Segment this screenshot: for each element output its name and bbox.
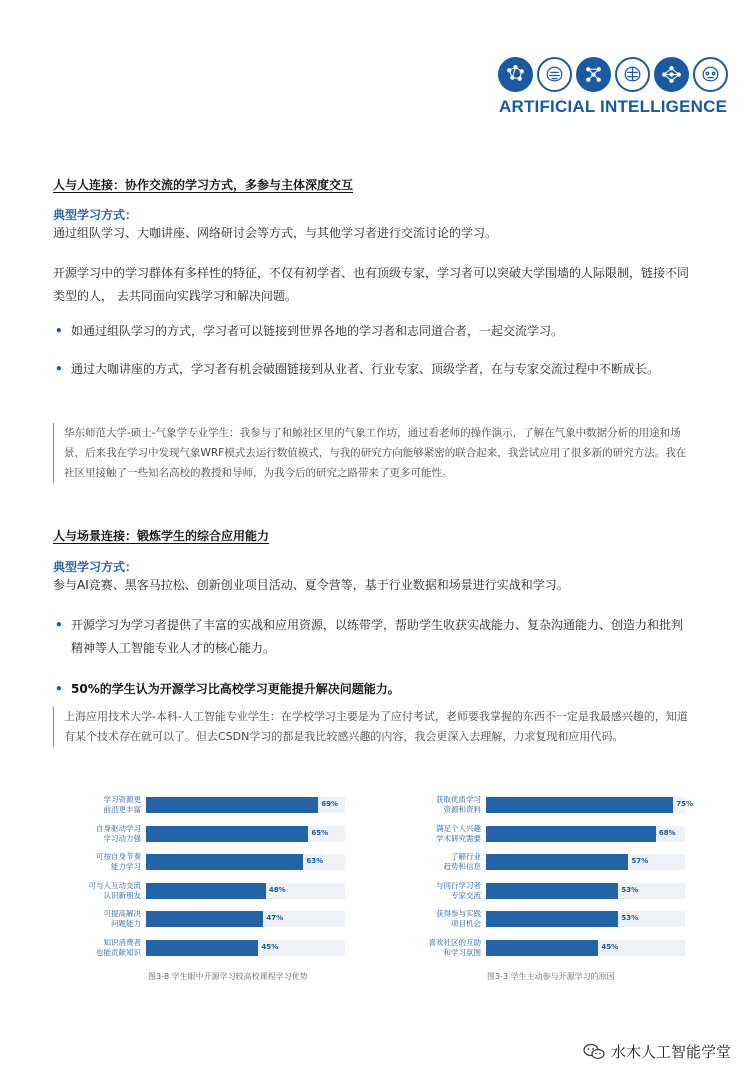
brain-network-icon: [498, 57, 533, 92]
bar-category-line: 项目机会: [451, 919, 481, 928]
bar: [486, 826, 656, 842]
bar-track: [486, 854, 685, 870]
bar-track: [146, 911, 345, 927]
bar-category-label: [45, 852, 141, 872]
bar-value-label: 68%: [658, 828, 676, 837]
brain-outline-icon: [615, 57, 650, 92]
bar-category-line: 可与人互动交流: [88, 880, 141, 890]
brain-network-icon: [654, 57, 689, 92]
bar-track: [146, 883, 345, 899]
bar-category-line: 学习动力强: [103, 833, 141, 843]
bar-category-line: 前沿更丰富: [103, 805, 141, 814]
bullet-text: 开源学习为学习者提供了丰富的实战和应用资源，以练带学，帮助学生收获实战能力、复杂沟通能力、创造力和批判精神等人工智能专业人才的核心能力。: [71, 618, 684, 655]
bar-row: [385, 824, 690, 854]
brain-outline-icon: [537, 57, 572, 92]
bar-category-label: [45, 824, 141, 844]
bar-category-line: 与同行学习者: [436, 880, 481, 890]
wechat-icon: [583, 1043, 605, 1061]
bar-category-label: [385, 824, 481, 844]
bar-value-label: 63%: [306, 857, 324, 865]
bar-track: [486, 940, 685, 956]
bullet-text: 如通过组队学习的方式，学习者可以链接到世界各地的学习者和志同道合者，一起交流学习。: [71, 324, 564, 338]
bar-category-label: [45, 938, 141, 958]
bar-track: [146, 854, 345, 870]
bullet-text: 通过大咖讲座的方式，学习者有机会破圈链接到从业者、行业专家、顶级学者，在与专家交流过程中不断成长。: [71, 362, 660, 376]
bar: [146, 940, 258, 956]
bar-track: [486, 826, 685, 842]
bar-track: [486, 797, 694, 813]
bar-chart-left: [45, 795, 350, 965]
bar-category-line: 能力学习: [111, 862, 141, 871]
bar-value-label: 75%: [676, 800, 694, 808]
bar-category-line: 可提高解决: [103, 909, 141, 918]
bar-value-label: 48%: [268, 885, 286, 894]
bar-category-line: 问题能力: [111, 919, 141, 928]
bar-track: [486, 883, 685, 899]
bar-value-label: 57%: [631, 857, 649, 865]
section-intro: 通过组队学习、大咖讲座、网络研讨会等方式，与其他学习者进行交流讨论的学习。: [53, 226, 498, 240]
bar: [486, 940, 598, 956]
bar-chart-right: [385, 795, 694, 965]
bar-row: [385, 795, 694, 825]
section-label: 典型学习方式：: [53, 560, 138, 574]
bar-value-label: 47%: [266, 914, 284, 922]
logo-icons: [498, 57, 728, 92]
bullet-text: 50%的学生认为开源学习比高校学习更能提升解决问题能力。: [71, 682, 400, 696]
quote-block: 华东师范大学-硕士-气象学专业学生：我参与了和鲸社区里的气象工作坊，通过看老师的操作演示，了解在气象中数据分析的用途和场景，后来我在学习中发现气象WRF模式去运行数值模式，与我的研究方向能够紧密的联合起来，我尝试应用了很多新的研究方法。我在社区里接触了一些知名高校的教授和导师，为我今后的研究之路带来了更多可能性。: [53, 423, 693, 483]
bar-row: [385, 909, 690, 939]
bar: [486, 797, 673, 813]
section-title: 人与场景连接：锻炼学生的综合应用能力: [53, 529, 270, 543]
bar-category-label: [45, 881, 141, 901]
bar-track: [486, 911, 685, 927]
bar-category-label: [385, 795, 481, 815]
watermark: [583, 1041, 731, 1062]
bar: [146, 797, 318, 813]
brain-network-icon: [576, 57, 611, 92]
bar-category-line: 了解行业: [451, 852, 481, 861]
bar-category-line: 资源和资料: [443, 805, 481, 814]
bar: [486, 883, 618, 899]
bar-row: [385, 852, 690, 882]
bar-track: [146, 797, 345, 813]
bar-row: [45, 909, 350, 939]
bar-category-line: 知识消费者: [103, 937, 141, 947]
bar-category-label: [45, 795, 141, 815]
bar-row: [385, 938, 690, 968]
bar-category-line: 满足个人兴趣: [436, 823, 481, 833]
section-label: 典型学习方式：: [53, 208, 138, 222]
bar-category-line: 可按自身节奏: [96, 852, 141, 861]
bullet-item: • 通过大咖讲座的方式，学习者有机会破圈链接到从业者、行业专家、顶级学者，在与专家交流过程中不断成长。: [55, 362, 660, 376]
bar-value-label: 69%: [321, 800, 339, 808]
bar-category-line: 专家交流: [451, 890, 481, 900]
bar-track: [146, 940, 345, 956]
bar-category-label: [45, 909, 141, 929]
bar-value-label: 45%: [601, 942, 619, 951]
bullet-item-bold: • 50%的学生认为开源学习比高校学习更能提升解决问题能力。: [55, 682, 400, 696]
bar: [146, 883, 266, 899]
section-title: 人与人连接：协作交流的学习方式，多参与主体深度交互: [53, 178, 354, 192]
bar-value-label: 53%: [621, 914, 639, 922]
bar-category-label: [385, 852, 481, 872]
bar-row: [385, 881, 690, 911]
brain-outline-icon: [693, 57, 728, 92]
bar-category-label: [385, 909, 481, 929]
bar-row: [45, 795, 350, 825]
bar-row: [45, 881, 350, 911]
bar-category-label: [385, 938, 481, 958]
bar-track: [146, 826, 345, 842]
logo-text: ARTIFICIAL INTELLIGENCE: [499, 97, 728, 116]
bar: [146, 911, 263, 927]
watermark-text: 水木人工智能学堂: [610, 1043, 731, 1061]
bar-category-label: [385, 881, 481, 901]
bar: [486, 911, 618, 927]
paragraph: 开源学习中的学习群体有多样性的特征，不仅有初学者、也有顶级专家，学习者可以突破大学围墙的人际限制，链接不同类型的人， 去共同面向实践学习和解决问题。: [53, 266, 690, 303]
bar-category-line: 和学习氛围: [443, 947, 481, 957]
section-intro: 参与AI竞赛、黑客马拉松、创新创业项目活动、夏令营等，基于行业数据和场景进行实战和学习。: [53, 578, 569, 592]
bar: [486, 854, 628, 870]
bar-category-line: 获得参与实践: [436, 909, 481, 918]
bar-row: [45, 824, 350, 854]
bar-category-line: 也能贡献知识: [96, 947, 141, 957]
bar-category-line: 获取优质学习: [436, 795, 481, 804]
chart-caption: 图3-8 学生眼中开源学习较高校课程学习优势: [148, 972, 308, 981]
bar-category-line: 学习资源更: [103, 795, 141, 804]
bullet-item: • 如通过组队学习的方式，学习者可以链接到世界各地的学习者和志同道合者，一起交流学习。: [55, 324, 564, 338]
bar-category-line: 学术研究需要: [436, 833, 481, 843]
bar-value-label: 53%: [621, 885, 639, 894]
bar-category-line: 喜欢社区的互助: [428, 937, 481, 947]
bar-value-label: 65%: [311, 828, 329, 837]
bar: [146, 826, 308, 842]
bar: [146, 854, 303, 870]
bar-row: [45, 938, 350, 968]
quote-block: 上海应用技术大学-本科-人工智能专业学生：在学校学习主要是为了应付考试，老师要我掌握的东西不一定是我最感兴趣的，知道有某个技术存在就可以了。但去CSDN学习的都是我比较感兴趣的内容，我会更深入去理解，力求复现和应用代码。: [53, 707, 693, 747]
bar-value-label: 45%: [261, 942, 279, 951]
bar-category-line: 认识新朋友: [103, 890, 141, 900]
bar-category-line: 自身驱动学习: [96, 823, 141, 833]
bar-category-line: 趋势和信息: [443, 862, 481, 871]
chart-caption: 图3-3 学生主动参与开源学习的原因: [487, 972, 615, 981]
bullet-item: • 开源学习为学习者提供了丰富的实战和应用资源，以练带学，帮助学生收获实战能力、复杂沟通能力、创造力和批判精神等人工智能专业人才的核心能力。: [55, 618, 684, 655]
bar-row: [45, 852, 350, 882]
